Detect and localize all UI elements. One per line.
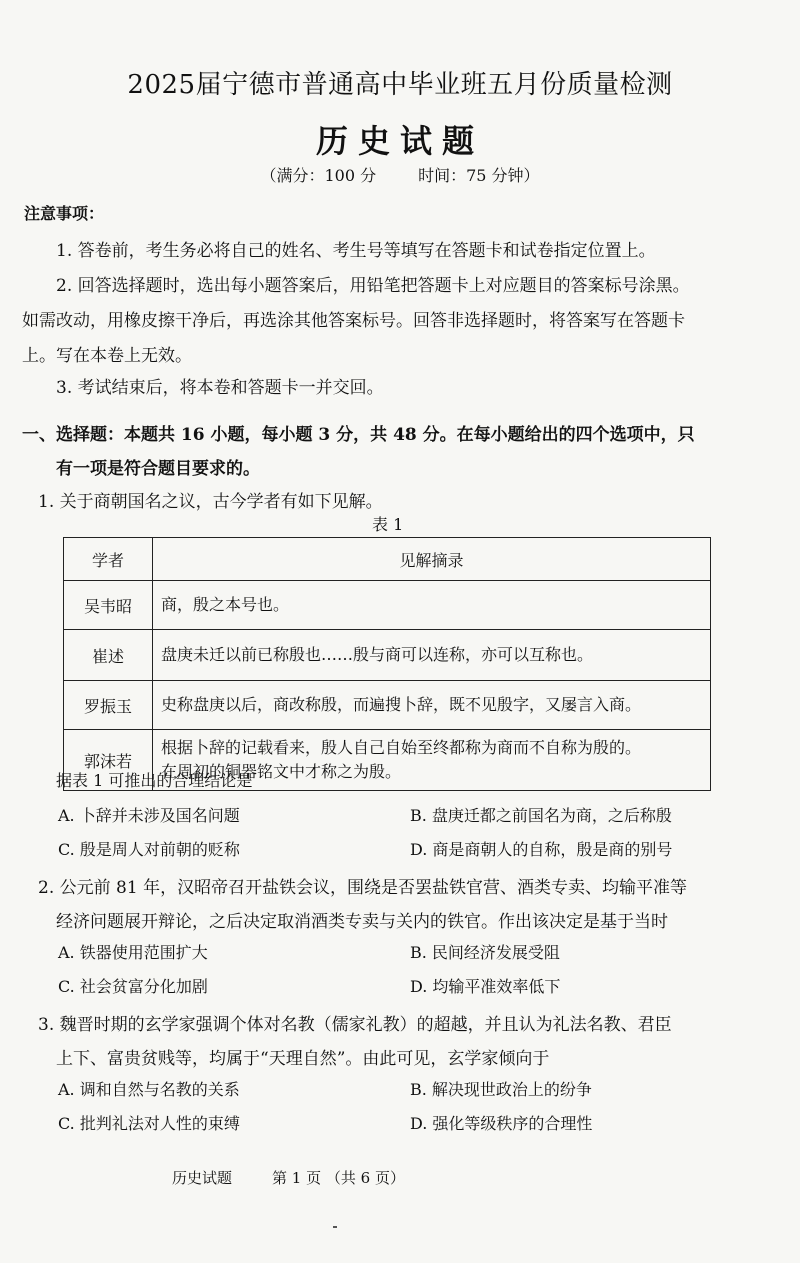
q2-option-b: B. 民间经济发展受阻	[410, 943, 560, 962]
view-cell-line: 在周初的铜器铭文中才称之为殷。	[161, 762, 402, 781]
scholar-cell: 罗振玉	[64, 681, 153, 730]
scan-speck	[333, 1226, 337, 1228]
note-line: 上。写在本卷上无效。	[22, 346, 192, 366]
q1-option-c: C. 殷是周人对前朝的贬称	[58, 840, 240, 859]
view-cell: 商，殷之本号也。	[153, 581, 711, 630]
table-header-cell: 学者	[64, 538, 153, 581]
table-header-cell: 见解摘录	[153, 538, 711, 581]
q1-option-b: B. 盘庚迁都之前国名为商，之后称殷	[410, 806, 672, 825]
view-cell-line: 根据卜辞的记载看来，殷人自己自始至终都称为商而不自称为殷的。	[161, 738, 642, 757]
section-heading: 有一项是符合题目要求的。	[56, 459, 260, 479]
section-heading: 一、选择题：本题共 16 小题，每小题 3 分，共 48 分。在每小题给出的四个选项中，只	[22, 425, 695, 445]
q1-option-a: A. 卜辞并未涉及国名问题	[58, 806, 240, 825]
question-3-line: 3. 魏晋时期的玄学家强调个体对名教（儒家礼教）的超越，并且认为礼法名教、君臣	[38, 1015, 672, 1035]
q3-option-c: C. 批判礼法对人性的束缚	[58, 1114, 240, 1133]
exam-meta	[0, 163, 800, 186]
note-line: 3. 考试结束后，将本卷和答题卡一并交回。	[56, 378, 384, 398]
question-2-line: 2. 公元前 81 年，汉昭帝召开盐铁会议，围绕是否罢盐铁官营、酒类专卖、均输平准等	[38, 878, 688, 898]
question-3-line: 上下、富贵贫贱等，均属于“天理自然”。由此可见，玄学家倾向于	[56, 1049, 550, 1069]
scholar-cell: 吴韦昭	[64, 581, 153, 630]
time-info: 时间：75 分钟）	[418, 166, 540, 185]
q3-option-b: B. 解决现世政治上的纷争	[410, 1080, 592, 1099]
page-footer	[172, 1167, 405, 1188]
table-row	[64, 681, 711, 730]
notes-heading: 注意事项：	[24, 204, 105, 223]
q2-option-a: A. 铁器使用范围扩大	[58, 943, 208, 962]
table-row	[64, 581, 711, 630]
scholar-cell: 崔述	[64, 630, 153, 681]
note-line: 2. 回答选择题时，选出每小题答案后，用铅笔把答题卡上对应题目的答案标号涂黑。	[56, 276, 690, 296]
note-line: 如需改动，用橡皮擦干净后，再选涂其他答案标号。回答非选择题时，将答案写在答题卡	[22, 311, 685, 331]
subject-title: 历史试题	[315, 122, 484, 160]
q3-option-a: A. 调和自然与名教的关系	[58, 1080, 240, 1099]
footer-page-number: 第 1 页 （共 6 页）	[272, 1169, 405, 1187]
view-cell: 盘庚未迁以前已称殷也……殷与商可以连称，亦可以互称也。	[153, 630, 711, 681]
table-header-row	[64, 538, 711, 581]
q1-option-d: D. 商是商朝人的自称，殷是商的别号	[410, 840, 673, 859]
table-caption: 表 1	[372, 515, 404, 534]
question-1-follow: 据表 1 可推出的合理结论是	[56, 771, 253, 790]
footer-subject: 历史试题	[172, 1169, 233, 1187]
exam-title: 2025届宁德市普通高中毕业班五月份质量检测	[127, 70, 673, 100]
question-1-stem: 1. 关于商朝国名之议，古今学者有如下见解。	[38, 492, 383, 512]
note-line: 1. 答卷前，考生务必将自己的姓名、考生号等填写在答题卡和试卷指定位置上。	[56, 241, 656, 261]
q3-option-d: D. 强化等级秩序的合理性	[410, 1114, 593, 1133]
q2-option-d: D. 均输平准效率低下	[410, 977, 561, 996]
scholar-cell: 郭沫若	[64, 730, 153, 791]
q2-option-c: C. 社会贫富分化加剧	[58, 977, 208, 996]
question-2-line: 经济问题展开辩论，之后决定取消酒类专卖与关内的铁官。作出该决定是基于当时	[56, 912, 668, 932]
scholar-view-table	[63, 537, 711, 791]
table-row	[64, 630, 711, 681]
score-info: （满分：100 分	[260, 166, 377, 185]
view-cell: 史称盘庚以后，商改称殷，而遍搜卜辞，既不见殷字，又屡言入商。	[153, 681, 711, 730]
